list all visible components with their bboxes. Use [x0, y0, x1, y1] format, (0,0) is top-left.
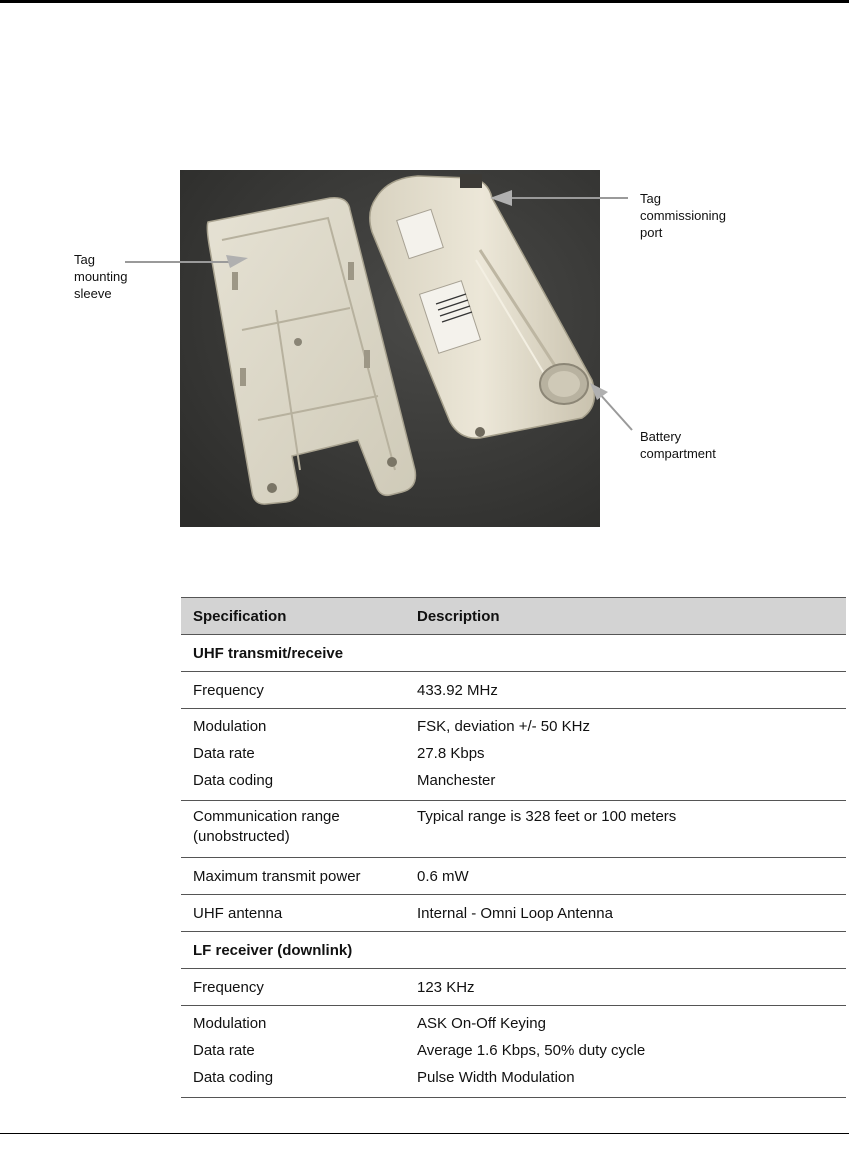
desc-cell: 433.92 MHz [405, 672, 846, 709]
spec-line: Data rate [193, 745, 255, 762]
desc-cell [405, 709, 846, 801]
callout-line: mounting [74, 269, 128, 284]
callout-line: compartment [640, 446, 716, 461]
desc-cell: 0.6 mW [405, 858, 846, 895]
callout-line: commissioning [640, 208, 726, 223]
table-row [181, 709, 846, 801]
callout-line: Battery [640, 429, 682, 444]
table-row [181, 1006, 846, 1098]
specification-table [181, 597, 846, 1098]
table-row [181, 895, 846, 932]
table-row [181, 969, 846, 1006]
table-row [181, 858, 846, 895]
desc-cell: Internal - Omni Loop Antenna [405, 895, 846, 932]
spec-cell: Frequency [181, 672, 405, 709]
spec-line: Data coding [193, 772, 274, 789]
tag-photo [180, 170, 600, 527]
table-header-row [181, 598, 846, 635]
spec-line: Communication range [193, 808, 340, 825]
header-description: Description [405, 598, 846, 635]
header-specification: Specification [181, 598, 405, 635]
spec-cell [181, 1006, 405, 1098]
desc-cell [405, 1006, 846, 1098]
desc-line: FSK, deviation +/- 50 KHz [417, 718, 590, 735]
section-title: UHF transmit/receive [181, 635, 846, 672]
desc-line: Pulse Width Modulation [417, 1069, 575, 1086]
callout-line: Tag [74, 252, 95, 267]
spec-cell: Maximum transmit power [181, 858, 405, 895]
spec-line: Modulation [193, 1015, 267, 1032]
section-title: LF receiver (downlink) [181, 932, 846, 969]
callout-line: Tag [640, 191, 661, 206]
spec-line: Data rate [193, 1042, 255, 1059]
top-rule [0, 0, 849, 3]
desc-line: ASK On-Off Keying [417, 1015, 546, 1032]
desc-line: 27.8 Kbps [417, 745, 485, 762]
callout-battery-compartment [640, 428, 716, 462]
spec-cell: UHF antenna [181, 895, 405, 932]
desc-cell: Typical range is 328 feet or 100 meters [405, 801, 846, 858]
callout-line: sleeve [74, 286, 112, 301]
desc-cell: 123 KHz [405, 969, 846, 1006]
table-row [181, 672, 846, 709]
spec-cell [181, 801, 405, 858]
section-row-uhf [181, 635, 846, 672]
bottom-rule [0, 1133, 849, 1134]
section-row-lf [181, 932, 846, 969]
spec-cell [181, 709, 405, 801]
spec-line: (unobstructed) [193, 828, 290, 845]
spec-line: Modulation [193, 718, 267, 735]
desc-line: Manchester [417, 772, 496, 789]
callout-line: port [640, 225, 663, 240]
callout-commissioning-port [640, 190, 726, 241]
table-row [181, 801, 846, 858]
callout-mounting-sleeve [74, 251, 127, 302]
spec-cell: Frequency [181, 969, 405, 1006]
desc-line: Average 1.6 Kbps, 50% duty cycle [417, 1042, 646, 1059]
spec-line: Data coding [193, 1069, 274, 1086]
